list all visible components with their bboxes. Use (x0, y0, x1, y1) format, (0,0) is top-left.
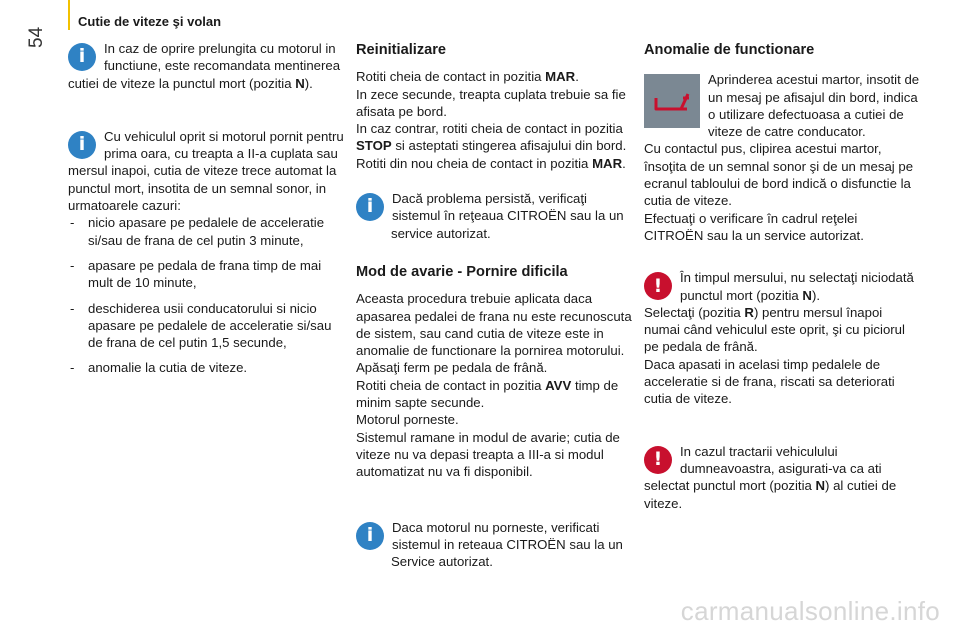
info-note-text: In caz de oprire prelungita cu motorul in functiune, este recomandata mentinerea cutiei de viteze la punctul mort (pozitia N). (68, 41, 341, 91)
warning-note-towing (644, 443, 920, 512)
watermark-text: carmanualsonline.info (680, 596, 940, 626)
header-accent-bar (68, 0, 70, 30)
column-left (68, 40, 344, 385)
list-item: - deschiderea usii conducatorului si nicio apasare pe pedalele de acceleratie si/sau de frana de cel putin 1,5 secunde, (68, 300, 344, 352)
section-heading-anomalie: Anomalie de functionare (644, 42, 815, 58)
warning-note-text: În timpul mersului, nu selectaţi niciodată punctul mort (pozitia N). Selectaţi (pozitia R) pentru mersul înapoi numai când vehiculul este oprit, şi cu piciorul pe pedala de frână. Daca apasati in acelasi timp pedalele de acceleratie si de frana, riscati sa deteriorati cutia de viteze. (644, 270, 914, 407)
info-note-neutral (68, 40, 344, 92)
info-note-text: Daca motorul nu porneste, verificati sistemul in reteaua CITROËN sau la un Service autorizat. (391, 519, 623, 570)
section-heading-reinitializare: Reinitializare (356, 42, 447, 58)
list-item: - anomalie la cutia de viteze. (68, 359, 344, 376)
info-icon: i (356, 193, 384, 221)
info-note-auto-neutral (68, 128, 344, 377)
anomalie-text-2: Cu contactul pus, clipirea acestui martor, însoţita de un semnal sonor şi de un mesaj pe ecranul tabloului de bord indică o disfunctie la cutia de viteze. (644, 141, 914, 209)
warning-icon: ! (644, 446, 672, 474)
anomalie-text-1: Aprinderea acestui martor, insotit de un mesaj pe afisajul din bord, indica o utilizare defectuoasa a cutiei de viteze de catre conducator. (708, 72, 920, 140)
conditions-list (68, 214, 344, 376)
warning-icon: ! (644, 272, 672, 300)
gearbox-warning-indicator-icon (644, 74, 700, 128)
info-note-no-start (356, 519, 632, 571)
list-item: - nicio apasare pe pedalele de acceleratie si/sau de frana de cel putin 3 minute, (68, 214, 344, 249)
info-icon: i (356, 522, 384, 550)
anomalie-text-3: Efectuaţi o verificare în cadrul reţelei CITROËN sau la un service autorizat. (644, 210, 864, 243)
warning-note-neutral (644, 269, 920, 407)
column-right (644, 40, 920, 512)
info-icon: i (68, 43, 96, 71)
warning-note-text: In cazul tractarii vehiculului dumneavoastra, asigurati-va ca ati selectat punctul mort (pozitia N) al cutiei de viteze. (644, 443, 897, 511)
anomalie-block (644, 71, 920, 244)
mod-avarie-text: Aceasta procedura trebuie aplicata daca apasarea pedalei de frana nu este recunoscuta de sistem, sau cand cutia de viteze este in anomalie de functionare la pornirea motorului. Apăsaţi ferm pe pedala de frână. Rotiti cheia de contact in pozitia AVV timp de minim sapte secunde. Motorul porneste. Sistemul ramane in modul de avarie; cutia de viteze nu va depasi treapta a III-a si modul automatizat nu va fi disponibil. (356, 291, 632, 480)
info-icon: i (68, 131, 96, 159)
reinit-text: Rotiti cheia de contact in pozitia MAR. In zece secunde, treapta cuplata trebuie sa fie afisata pe bord. In caz contrar, rotiti cheia de contact in pozitia STOP si asteptati stingerea afisajului din bord. Rotiti din nou cheia de contact in pozitia MAR. (356, 69, 627, 171)
section-heading-mod-avarie: Mod de avarie - Pornire dificila (356, 263, 568, 280)
list-item: - apasare pe pedala de frana timp de mai mult de 10 minute, (68, 257, 344, 292)
page-header-title: Cutie de viteze şi volan (78, 14, 222, 29)
info-note-text: Dacă problema persistă, verificaţi sistemul în reţeaua CITROËN sau la un service autorizat. (391, 191, 624, 241)
info-note-intro: Cu vehiculul oprit si motorul pornit pentru prima oara, cu treapta a II-a cuplata sau mersul inapoi, cutia de viteze trece automat la punctul mort, insotita de un semnal sonor, in urmatoarele cazuri: (68, 128, 344, 214)
info-note-persist (356, 190, 632, 242)
column-middle (356, 40, 632, 570)
page-number: 54 (26, 26, 47, 48)
